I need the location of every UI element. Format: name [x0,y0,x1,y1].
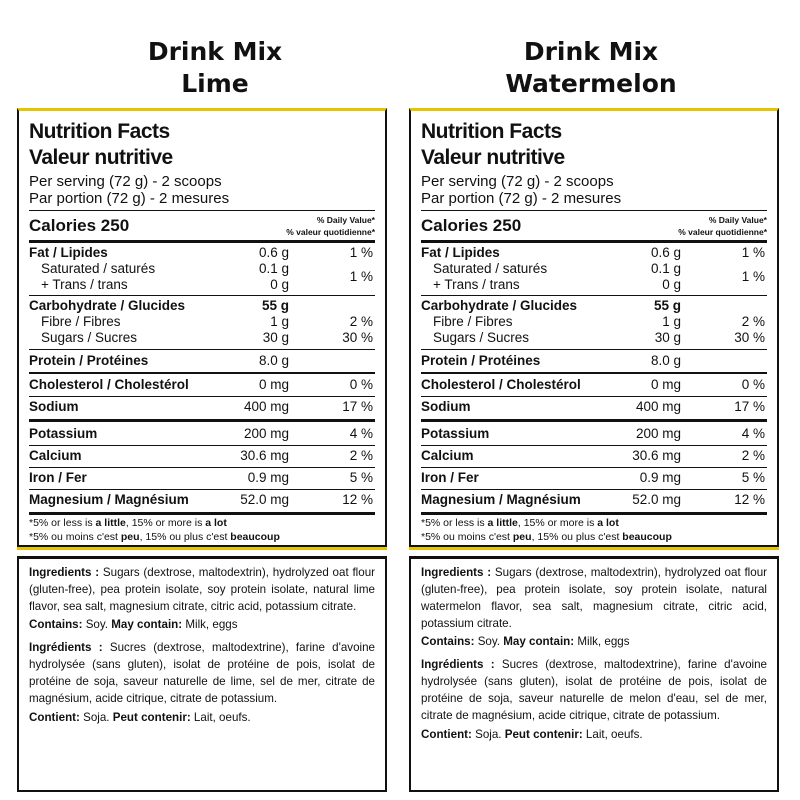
nutrient-name: + Trans / trans [41,277,128,292]
nutrient-name: Sodium [29,399,79,414]
yellow-stripe [17,547,387,559]
nutrient-dv: 17 % [342,399,373,414]
nutrient-name: Sodium [421,399,471,414]
nutrient-dv: 5 % [349,470,373,485]
nutrient-dv: 17 % [734,399,765,414]
nutrient-row-calcium [29,448,375,464]
nutrient-row-magnesium [421,492,767,508]
ingredients-box [17,559,387,792]
divider [29,349,375,350]
divider-thick [421,512,767,515]
nutrient-amount: 8.0 g [258,353,289,368]
nutrient-row-cholesterol [29,377,375,393]
nutrient-row-sugars [421,330,767,346]
allergens-en: Contains: Soy. May contain: Milk, eggs [421,635,630,648]
nutrient-amount: 0 g [270,277,289,292]
divider-thick [421,419,767,422]
ingredients-en: Ingredients : Sugars (dextrose, maltodextrin), hydrolyzed oat flour (gluten-free), pea protein isolate, soy protein isolate, natural watermelon flavor, sea salt, magnesium citrate, citric acid, potassium citrate. [421,566,767,630]
nutrient-name: Cholesterol / Cholestérol [421,377,581,392]
product-title-line2: Watermelon [505,69,677,98]
nutrient-row-sodium [421,399,767,415]
nutrient-amount: 55 g [653,298,681,313]
divider [29,372,375,374]
allergens-fr: Contient: Soja. Peut contenir: Lait, oeufs. [29,711,251,724]
divider-thick [29,240,375,243]
nutrient-dv: 2 % [741,448,765,463]
nutrient-amount: 0 mg [650,377,681,392]
nutrient-amount: 30.6 mg [240,448,289,463]
ingredients-fr: Ingrédients : Sucres (dextrose, maltodextrine), farine d'avoine hydrolysée (sans gluten), isolat de protéine de pois, isolat de protéine de soja, saveur naturelle de melon d'eau, sel de mer, citrate de magnésium, acide citrique, citrate de potassium. [421,658,767,722]
nutrient-row-potassium [29,426,375,442]
calories: Calories 250 [29,216,130,235]
nutrient-dv: 0 % [349,377,373,392]
divider-thick [421,240,767,243]
nutrient-row-trans [421,277,767,293]
nutrient-row-cholesterol [421,377,767,393]
nutrient-row-fibre [29,314,375,330]
nutrient-name: Fat / Lipides [29,245,108,260]
nutrient-name: Carbohydrate / Glucides [29,298,186,313]
serving-size-fr: Par portion (72 g) - 2 mesures [421,190,622,207]
nutrition-facts-heading: Nutrition Facts [421,120,562,143]
nutrient-dv: 2 % [741,314,765,329]
product-title-line1: Drink Mix [523,37,659,66]
allergens-fr: Contient: Soja. Peut contenir: Lait, oeufs. [421,728,643,741]
nutrient-name: Saturated / saturés [433,261,548,276]
nutrient-amount: 30 g [654,330,681,345]
product-title [85,36,345,100]
allergens-en: Contains: Soy. May contain: Milk, eggs [29,618,238,631]
footnote-en: *5% or less is a little, 15% or more is a lot [421,517,619,529]
nutrient-name: Fibre / Fibres [41,314,121,329]
nutrient-name: Sugars / Sucres [433,330,530,345]
nutrient-name: Fat / Lipides [421,245,500,260]
nutrient-name: Calcium [421,448,474,463]
daily-value-header-fr: % valeur quotidienne* [678,227,767,237]
nutrient-dv: 5 % [741,470,765,485]
nutrition-facts-table [17,108,387,547]
product-title [461,36,721,100]
nutrient-row-iron [29,470,375,486]
nutrient-dv: 2 % [349,314,373,329]
nutrient-dv: 0 % [741,377,765,392]
nutrient-amount: 55 g [261,298,289,313]
nutrient-dv: 1 % [349,269,373,284]
nutrient-dv: 4 % [349,426,373,441]
divider [29,210,375,211]
nutrient-row-iron [421,470,767,486]
divider [421,349,767,350]
footnote-fr: *5% ou moins c'est peu, 15% ou plus c'est beaucoup [421,531,672,543]
divider [29,489,375,490]
nutrient-dv: 30 % [734,330,765,345]
divider [421,489,767,490]
nutrient-amount: 200 mg [635,426,681,441]
product-title-line2: Lime [181,69,249,98]
nutrient-amount: 400 mg [635,399,681,414]
nutrient-amount: 52.0 mg [632,492,681,507]
divider [421,210,767,211]
nutrition-label-watermelon [409,108,779,792]
nutrient-dv: 12 % [342,492,373,507]
nutrition-label-lime [17,108,387,792]
nutrient-dv: 1 % [741,269,765,284]
divider [421,445,767,446]
nutrient-row-fat [421,245,767,261]
calories: Calories 250 [421,216,522,235]
nutrient-amount: 0.1 g [650,261,681,276]
nutrient-name: Iron / Fer [29,470,87,485]
nutrient-name: Magnesium / Magnésium [421,492,581,507]
divider-thick [29,419,375,422]
product-title-line1: Drink Mix [147,37,283,66]
yellow-stripe [409,547,779,559]
nutrient-amount: 0.9 mg [639,470,681,485]
divider [421,372,767,374]
nutrient-row-fibre [421,314,767,330]
nutrient-amount: 0.6 g [650,245,681,260]
nutrient-name: Iron / Fer [421,470,479,485]
divider [29,467,375,468]
nutrient-amount: 1 g [270,314,289,329]
nutrient-row-fat [29,245,375,261]
divider [29,445,375,446]
nutrient-row-trans [29,277,375,293]
nutrient-amount: 0.1 g [258,261,289,276]
nutrient-name: Protein / Protéines [421,353,541,368]
nutrient-row-calcium [421,448,767,464]
nutrient-amount: 8.0 g [650,353,681,368]
nutrient-name: Carbohydrate / Glucides [421,298,578,313]
nutrient-amount: 0.9 mg [247,470,289,485]
nutrient-row-sodium [29,399,375,415]
nutrient-dv: 12 % [734,492,765,507]
nutrition-facts-heading: Nutrition Facts [29,120,170,143]
nutrient-amount: 0 g [662,277,681,292]
nutrition-facts-table [409,108,779,547]
footnote-fr: *5% ou moins c'est peu, 15% ou plus c'est beaucoup [29,531,280,543]
divider [29,295,375,296]
valeur-nutritive-heading: Valeur nutritive [421,146,565,169]
ingredients-box [409,559,779,792]
valeur-nutritive-heading: Valeur nutritive [29,146,173,169]
serving-size-en: Per serving (72 g) - 2 scoops [421,173,614,190]
nutrient-dv: 4 % [741,426,765,441]
ingredients-en: Ingredients : Sugars (dextrose, maltodextrin), hydrolyzed oat flour (gluten-free), pea protein isolate, soy protein isolate, natural lime flavor, sea salt, magnesium citrate, citric acid, potassium citrate. [29,566,375,613]
footnote-en: *5% or less is a little, 15% or more is a lot [29,517,227,529]
nutrient-row-carbohydrate [29,298,375,314]
nutrient-row-sugars [29,330,375,346]
nutrient-name: Fibre / Fibres [433,314,513,329]
nutrient-dv: 2 % [349,448,373,463]
nutrient-dv: 30 % [342,330,373,345]
nutrient-name: Magnesium / Magnésium [29,492,189,507]
nutrient-amount: 30 g [262,330,289,345]
nutrient-amount: 0.6 g [258,245,289,260]
divider-thick [29,512,375,515]
nutrient-name: Potassium [421,426,490,441]
nutrient-amount: 200 mg [243,426,289,441]
ingredients-fr: Ingrédients : Sucres (dextrose, maltodextrine), farine d'avoine hydrolysée (sans gluten), isolat de protéine de pois, isolat de protéine de soja, saveur naturelle de lime, sel de mer, citrate de magnésium, acide citrique, citrate de potassium. [29,641,375,705]
divider [29,396,375,397]
serving-size-en: Per serving (72 g) - 2 scoops [29,173,222,190]
nutrient-amount: 30.6 mg [632,448,681,463]
nutrient-name: Protein / Protéines [29,353,149,368]
nutrient-name: Potassium [29,426,98,441]
nutrient-row-protein [421,353,767,369]
nutrient-row-protein [29,353,375,369]
nutrient-amount: 1 g [662,314,681,329]
serving-size-fr: Par portion (72 g) - 2 mesures [29,190,230,207]
nutrient-row-saturated [421,261,767,284]
nutrient-row-magnesium [29,492,375,508]
divider [421,467,767,468]
nutrient-amount: 0 mg [258,377,289,392]
nutrient-row-carbohydrate [421,298,767,314]
nutrient-name: Cholesterol / Cholestérol [29,377,189,392]
daily-value-header-en: % Daily Value* [316,215,375,225]
nutrient-dv: 1 % [349,245,373,260]
nutrient-name: Saturated / saturés [41,261,156,276]
nutrient-amount: 52.0 mg [240,492,289,507]
daily-value-header-en: % Daily Value* [708,215,767,225]
divider [421,295,767,296]
nutrient-amount: 400 mg [243,399,289,414]
nutrient-row-potassium [421,426,767,442]
nutrient-name: Calcium [29,448,82,463]
nutrient-name: + Trans / trans [433,277,520,292]
divider [421,396,767,397]
nutrient-row-saturated [29,261,375,284]
nutrient-dv: 1 % [741,245,765,260]
nutrient-name: Sugars / Sucres [41,330,138,345]
daily-value-header-fr: % valeur quotidienne* [286,227,375,237]
